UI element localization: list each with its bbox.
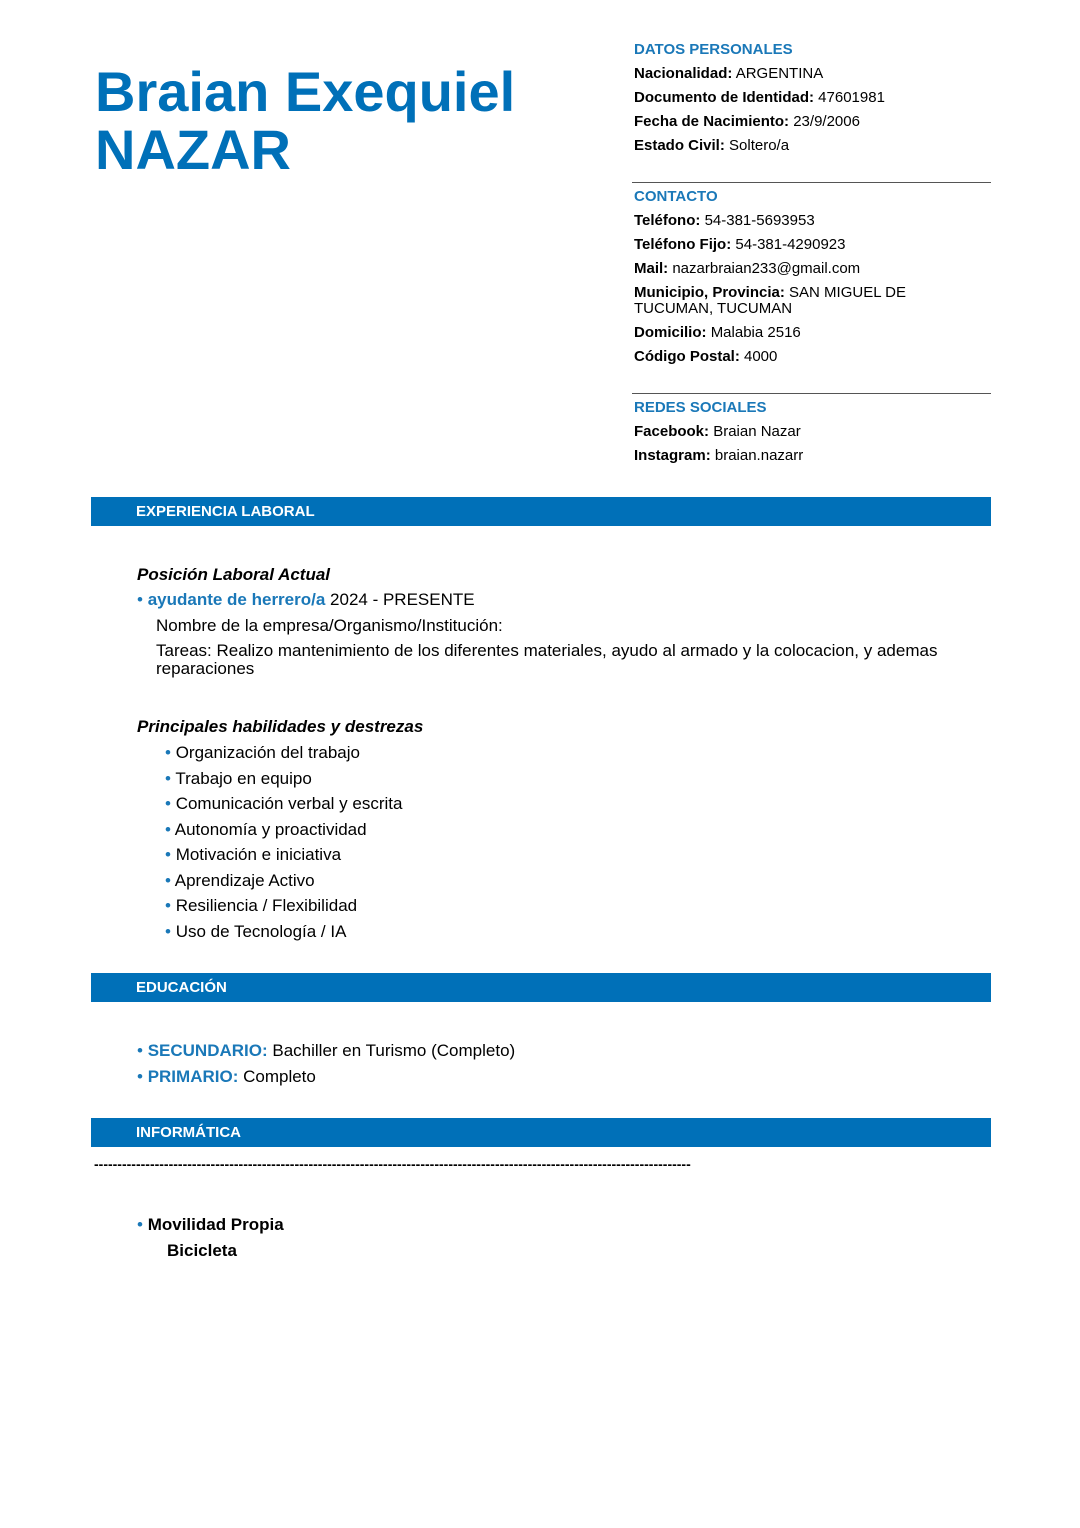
field-telefono-fijo: Teléfono Fijo: 54-381-4290923	[634, 236, 846, 253]
bullet-icon: •	[165, 768, 171, 788]
job-period: 2024 - PRESENTE	[330, 590, 475, 609]
section-bar-informatica	[91, 1118, 991, 1147]
field-estado-civil: Estado Civil: Soltero/a	[634, 137, 790, 154]
skills-list	[165, 740, 402, 944]
skill-item: • Aprendizaje Activo	[165, 870, 315, 890]
dashed-separator: --------------------------------------------------------------------------------------------------------------------------------	[94, 1156, 691, 1172]
field-mail: Mail: nazarbraian233@gmail.com	[634, 260, 861, 277]
bullet-icon: •	[165, 794, 171, 813]
job-title: ayudante de herrero/a	[147, 590, 326, 609]
educacion-title: EDUCACIÓN	[136, 979, 227, 996]
skill-item: • Comunicación verbal y escrita	[165, 794, 403, 813]
bullet-icon: •	[165, 896, 171, 915]
divider	[632, 393, 991, 394]
bullet-icon: •	[165, 819, 171, 839]
bullet-icon: •	[137, 1215, 143, 1234]
skills-title: Principales habilidades y destrezas	[137, 717, 424, 736]
field-municipio-provincia: Municipio, Provincia: SAN MIGUEL DE TUCUMAN, TUCUMAN	[634, 284, 906, 317]
field-fecha-nacimiento: Fecha de Nacimiento: 23/9/2006	[634, 113, 860, 130]
datos-personales-title: DATOS PERSONALES	[634, 41, 793, 58]
movilidad-label: Movilidad Propia	[147, 1215, 284, 1234]
name-line-1: Braian Exequiel	[95, 60, 516, 123]
field-nacionalidad: Nacionalidad: ARGENTINA	[634, 65, 824, 82]
candidate-name	[95, 60, 516, 181]
education-item: • PRIMARIO: Completo	[137, 1067, 316, 1086]
bullet-icon: •	[137, 1041, 143, 1060]
field-telefono: Teléfono: 54-381-5693953	[634, 212, 815, 229]
job-entry	[137, 590, 475, 610]
bullet-icon: •	[165, 921, 171, 941]
skill-item: • Trabajo en equipo	[165, 768, 312, 788]
redes-sociales-title: REDES SOCIALES	[634, 399, 767, 416]
field-codigo-postal: Código Postal: 4000	[634, 348, 778, 365]
redes-sociales-section	[634, 399, 991, 468]
informatica-title: INFORMÁTICA	[136, 1124, 241, 1141]
movilidad-value: Bicicleta	[167, 1241, 237, 1260]
skill-item: • Uso de Tecnología / IA	[165, 921, 347, 941]
experiencia-title: EXPERIENCIA LABORAL	[136, 503, 315, 520]
field-domicilio: Domicilio: Malabia 2516	[634, 324, 801, 341]
skill-item: • Organización del trabajo	[165, 743, 360, 762]
tasks-line: Tareas: Realizo mantenimiento de los diferentes materiales, ayudo al armado y la colocacion, y ademas reparaciones	[156, 641, 938, 678]
datos-personales-section	[634, 41, 991, 158]
field-instagram: Instagram: braian.nazarr	[634, 447, 804, 464]
divider	[632, 182, 991, 183]
skill-item: • Resiliencia / Flexibilidad	[165, 896, 358, 915]
contacto-title: CONTACTO	[634, 188, 718, 205]
movilidad-item	[137, 1215, 284, 1235]
contacto-section	[634, 188, 991, 369]
section-bar-experiencia	[91, 497, 991, 526]
bullet-icon: •	[137, 1067, 143, 1086]
section-bar-educacion	[91, 973, 991, 1002]
bullet-icon: •	[165, 743, 171, 762]
field-documento: Documento de Identidad: 47601981	[634, 89, 885, 106]
education-item: • SECUNDARIO: Bachiller en Turismo (Completo)	[137, 1041, 516, 1060]
posicion-actual-title: Posición Laboral Actual	[137, 565, 331, 584]
bullet-icon: •	[165, 870, 171, 890]
field-facebook: Facebook: Braian Nazar	[634, 423, 801, 440]
skill-item: • Motivación e iniciativa	[165, 845, 342, 864]
company-line: Nombre de la empresa/Organismo/Institución:	[156, 616, 503, 635]
name-line-2: NAZAR	[95, 118, 291, 181]
bullet-icon: •	[137, 590, 143, 609]
bullet-icon: •	[165, 845, 171, 864]
skill-item: • Autonomía y proactividad	[165, 819, 367, 839]
